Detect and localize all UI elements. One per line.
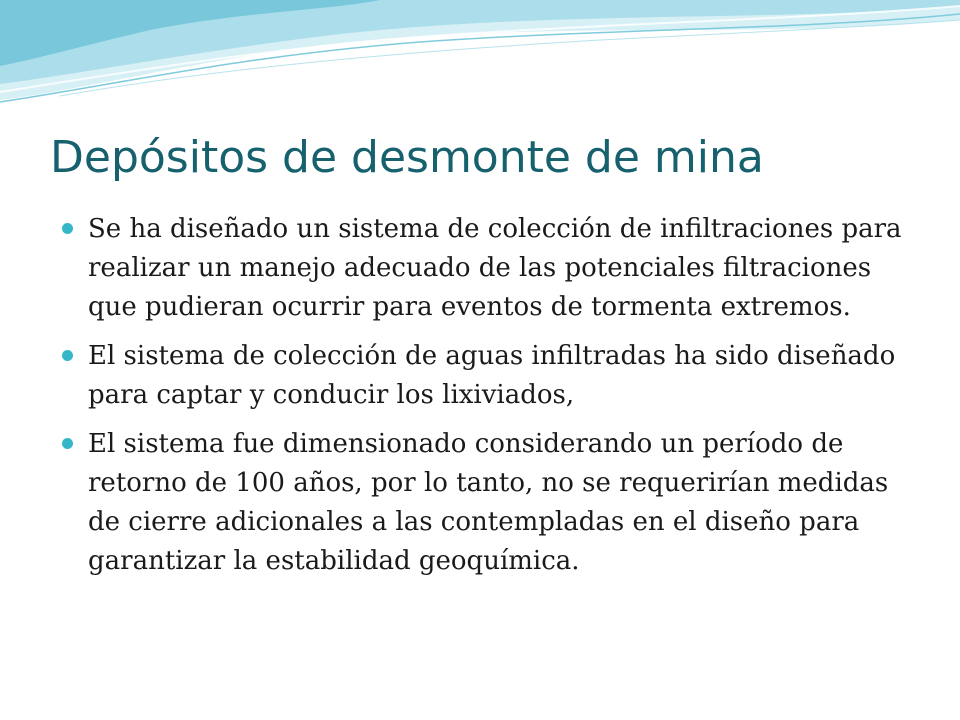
decorative-wave-header xyxy=(0,0,960,120)
bullet-dot-icon xyxy=(62,223,73,234)
bullet-dot-icon xyxy=(62,350,73,361)
slide-title: Depósitos de desmonte de mina xyxy=(50,132,764,183)
bullet-dot-icon xyxy=(62,438,73,449)
bullet-item xyxy=(62,337,920,415)
bullet-text: El sistema de colección de aguas infiltradas ha sido diseñado para captar y conducir los lixiviados, xyxy=(88,341,896,410)
bullet-item xyxy=(62,425,920,581)
bullet-item xyxy=(62,210,920,327)
bullet-text: Se ha diseñado un sistema de colección de infiltraciones para realizar un manejo adecuado de las potenciales filtraciones que pudieran ocurrir para eventos de tormenta extremos. xyxy=(88,214,902,322)
bullet-list xyxy=(62,210,920,591)
bullet-text: El sistema fue dimensionado considerando un período de retorno de 100 años, por lo tanto, no se requerirían medidas de cierre adicionales a las contempladas en el diseño para garantizar la estabilidad geoquímica. xyxy=(88,429,889,576)
